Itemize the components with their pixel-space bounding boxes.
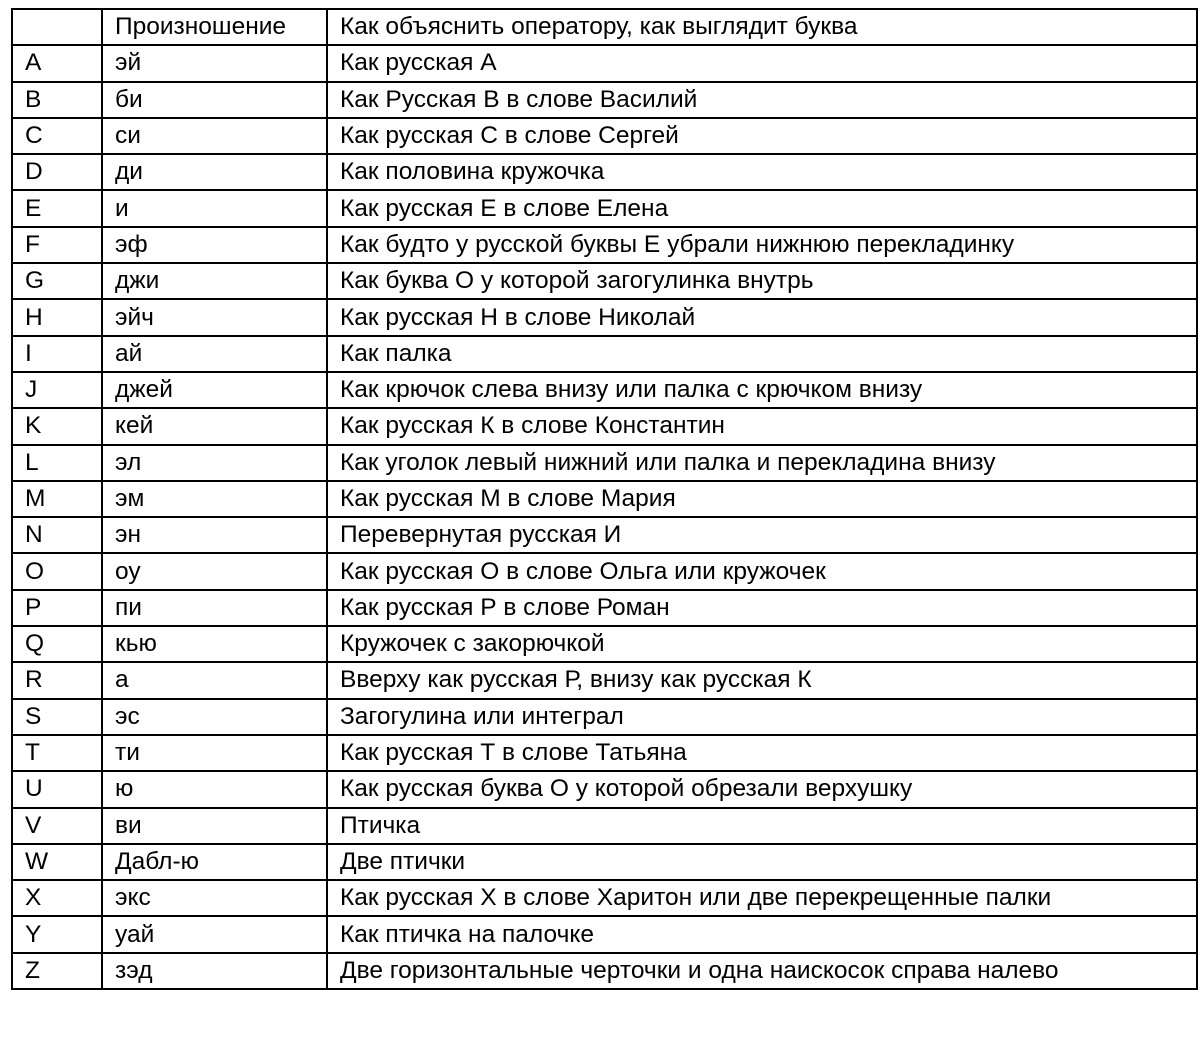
table-row: [12, 445, 1197, 481]
letter-cell: M: [12, 481, 102, 517]
description-cell: Как крючок слева внизу или палка с крючком внизу: [327, 372, 1197, 408]
table-row: [12, 844, 1197, 880]
pronunciation-cell: оу: [102, 553, 327, 589]
table-row: [12, 735, 1197, 771]
description-cell: Как половина кружочка: [327, 154, 1197, 190]
table-row: [12, 590, 1197, 626]
letter-cell: K: [12, 408, 102, 444]
letter-cell: B: [12, 82, 102, 118]
description-cell: Как русская К в слове Константин: [327, 408, 1197, 444]
pronunciation-cell: эм: [102, 481, 327, 517]
table-row: [12, 662, 1197, 698]
description-cell: Как русская Р в слове Роман: [327, 590, 1197, 626]
description-cell: Как Русская В в слове Василий: [327, 82, 1197, 118]
pronunciation-cell: кей: [102, 408, 327, 444]
description-cell: Вверху как русская Р, внизу как русская К: [327, 662, 1197, 698]
description-cell: Две горизонтальные черточки и одна наискосок справа налево: [327, 953, 1197, 989]
pronunciation-cell: пи: [102, 590, 327, 626]
pronunciation-cell: кью: [102, 626, 327, 662]
table-row: [12, 771, 1197, 807]
table-row: [12, 190, 1197, 226]
letter-cell: V: [12, 808, 102, 844]
letter-cell: L: [12, 445, 102, 481]
description-cell: Как русская Е в слове Елена: [327, 190, 1197, 226]
pronunciation-cell: зэд: [102, 953, 327, 989]
table-row: [12, 118, 1197, 154]
letter-cell: E: [12, 190, 102, 226]
description-cell: Кружочек с закорючкой: [327, 626, 1197, 662]
description-cell: Птичка: [327, 808, 1197, 844]
pronunciation-cell: эн: [102, 517, 327, 553]
description-cell: Как русская Т в слове Татьяна: [327, 735, 1197, 771]
table-row: [12, 699, 1197, 735]
letter-cell: W: [12, 844, 102, 880]
pronunciation-cell: эл: [102, 445, 327, 481]
description-cell: Как птичка на палочке: [327, 916, 1197, 952]
table-header-row: [12, 9, 1197, 45]
description-cell: Загогулина или интеграл: [327, 699, 1197, 735]
letter-cell: O: [12, 553, 102, 589]
pronunciation-cell: и: [102, 190, 327, 226]
letter-cell: D: [12, 154, 102, 190]
pronunciation-cell: эф: [102, 227, 327, 263]
header-pronunciation: Произношение: [102, 9, 327, 45]
pronunciation-cell: ай: [102, 336, 327, 372]
pronunciation-cell: си: [102, 118, 327, 154]
pronunciation-cell: Дабл-ю: [102, 844, 327, 880]
description-cell: Как русская С в слове Сергей: [327, 118, 1197, 154]
description-cell: Как будто у русской буквы Е убрали нижнюю перекладинку: [327, 227, 1197, 263]
letter-cell: R: [12, 662, 102, 698]
letter-cell: I: [12, 336, 102, 372]
letter-cell: S: [12, 699, 102, 735]
pronunciation-cell: ю: [102, 771, 327, 807]
alphabet-table: [11, 8, 1198, 990]
pronunciation-cell: экс: [102, 880, 327, 916]
alphabet-table-body: [12, 9, 1197, 989]
table-row: [12, 408, 1197, 444]
letter-cell: U: [12, 771, 102, 807]
table-row: [12, 626, 1197, 662]
header-description: Как объяснить оператору, как выглядит буква: [327, 9, 1197, 45]
table-row: [12, 263, 1197, 299]
description-cell: Перевернутая русская И: [327, 517, 1197, 553]
pronunciation-cell: эй: [102, 45, 327, 81]
table-row: [12, 45, 1197, 81]
description-cell: Как русская Н в слове Николай: [327, 299, 1197, 335]
pronunciation-cell: джи: [102, 263, 327, 299]
letter-cell: G: [12, 263, 102, 299]
pronunciation-cell: эйч: [102, 299, 327, 335]
letter-cell: A: [12, 45, 102, 81]
description-cell: Как русская буква О у которой обрезали верхушку: [327, 771, 1197, 807]
letter-cell: N: [12, 517, 102, 553]
pronunciation-cell: джей: [102, 372, 327, 408]
description-cell: Как русская А: [327, 45, 1197, 81]
letter-cell: Z: [12, 953, 102, 989]
letter-cell: Y: [12, 916, 102, 952]
table-row: [12, 953, 1197, 989]
pronunciation-cell: ти: [102, 735, 327, 771]
table-row: [12, 553, 1197, 589]
pronunciation-cell: а: [102, 662, 327, 698]
pronunciation-cell: ди: [102, 154, 327, 190]
pronunciation-cell: би: [102, 82, 327, 118]
letter-cell: P: [12, 590, 102, 626]
header-letter: [12, 9, 102, 45]
table-row: [12, 372, 1197, 408]
table-row: [12, 336, 1197, 372]
description-cell: Как палка: [327, 336, 1197, 372]
pronunciation-cell: эс: [102, 699, 327, 735]
description-cell: Две птички: [327, 844, 1197, 880]
table-row: [12, 916, 1197, 952]
description-cell: Как русская Х в слове Харитон или две перекрещенные палки: [327, 880, 1197, 916]
letter-cell: T: [12, 735, 102, 771]
table-row: [12, 808, 1197, 844]
letter-cell: X: [12, 880, 102, 916]
table-row: [12, 154, 1197, 190]
description-cell: Как русская О в слове Ольга или кружочек: [327, 553, 1197, 589]
pronunciation-cell: уай: [102, 916, 327, 952]
letter-cell: F: [12, 227, 102, 263]
table-row: [12, 299, 1197, 335]
letter-cell: C: [12, 118, 102, 154]
table-row: [12, 227, 1197, 263]
letter-cell: J: [12, 372, 102, 408]
table-row: [12, 517, 1197, 553]
description-cell: Как уголок левый нижний или палка и перекладина внизу: [327, 445, 1197, 481]
letter-cell: Q: [12, 626, 102, 662]
table-row: [12, 880, 1197, 916]
pronunciation-cell: ви: [102, 808, 327, 844]
description-cell: Как буква О у которой загогулинка внутрь: [327, 263, 1197, 299]
table-row: [12, 82, 1197, 118]
description-cell: Как русская М в слове Мария: [327, 481, 1197, 517]
table-row: [12, 481, 1197, 517]
letter-cell: H: [12, 299, 102, 335]
